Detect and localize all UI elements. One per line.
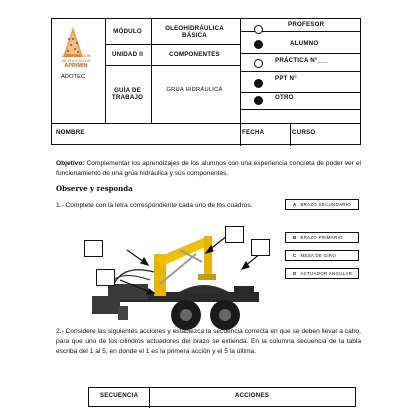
logo-line2: DE EDUCACIÓN bbox=[61, 58, 91, 63]
modulo-label: MÓDULO bbox=[113, 28, 142, 35]
sequence-table bbox=[88, 387, 356, 407]
modulo-value: OLEOHIDRÁULICA BÁSICA bbox=[165, 24, 224, 39]
nombre-label: NOMBRE bbox=[56, 129, 85, 136]
option-c-letter: C bbox=[293, 253, 297, 258]
col-secuencia: SECUENCIA bbox=[99, 391, 139, 399]
option-b-label: BRAZO PRIMARIO bbox=[300, 235, 343, 240]
objetivo-text: Complementar los aprendizajes de los alumnos con una experiencia concreta de poder ver el funcionamiento de una grúa hidráulica y sus componentes. bbox=[56, 160, 361, 177]
col-acciones: ACCIONES bbox=[234, 391, 270, 399]
logo-line1: CORPORACIÓN bbox=[61, 54, 91, 58]
option-a-label: BRAZO SECUNDARIO bbox=[300, 202, 351, 207]
objetivo-label: Objetivo: bbox=[56, 160, 85, 167]
option-d-label: ACTUADOR ANGULAR bbox=[300, 271, 353, 276]
option-b-letter: B bbox=[293, 235, 297, 240]
observe-title: Observe y responda bbox=[56, 184, 133, 193]
curso-label: CURSO bbox=[292, 129, 316, 136]
q2-text: 2.- Considere las siguientes acciones y establezca la secuencia correcta en que se deben llevar a cabo, para que uno de los cilindros actuadores del brazo se extienda. En la columna secuencia de la tabla escriba del 1 al 5, en donde el 1 es la primera acción y el 5 la última. bbox=[56, 328, 361, 355]
opt-otro: OTRO bbox=[275, 93, 294, 101]
logo-brand: APRIMIN bbox=[64, 63, 88, 70]
answer-box-2[interactable] bbox=[84, 240, 103, 257]
org-name: ADOTEC bbox=[61, 74, 86, 80]
answer-box-1[interactable] bbox=[225, 226, 244, 243]
opt-alumno: ALUMNO bbox=[290, 39, 319, 47]
opt-ppt: PPT N° bbox=[275, 74, 297, 82]
guia-value: GRÚA HIDRÁULICA bbox=[166, 87, 223, 93]
answer-box-4[interactable] bbox=[96, 269, 115, 286]
opt-profesor: PROFESOR bbox=[288, 21, 325, 28]
opt-practica: PRÁCTICA N°___ bbox=[275, 56, 329, 64]
option-a-letter: A bbox=[293, 202, 297, 207]
unidad-label: UNIDAD II bbox=[111, 51, 144, 58]
fecha-label: FECHA bbox=[242, 129, 265, 136]
option-d-letter: D bbox=[293, 271, 297, 276]
unidad-value: COMPONENTES bbox=[169, 51, 220, 58]
answer-box-3[interactable] bbox=[251, 239, 270, 256]
q1-text: 1.- Complete con la letra correspondiente cada uno de los cuadros. bbox=[56, 202, 253, 209]
guia-label: GUÍA DE TRABAJO bbox=[111, 87, 144, 101]
option-c-label: MESA DE GIRO bbox=[300, 253, 337, 258]
